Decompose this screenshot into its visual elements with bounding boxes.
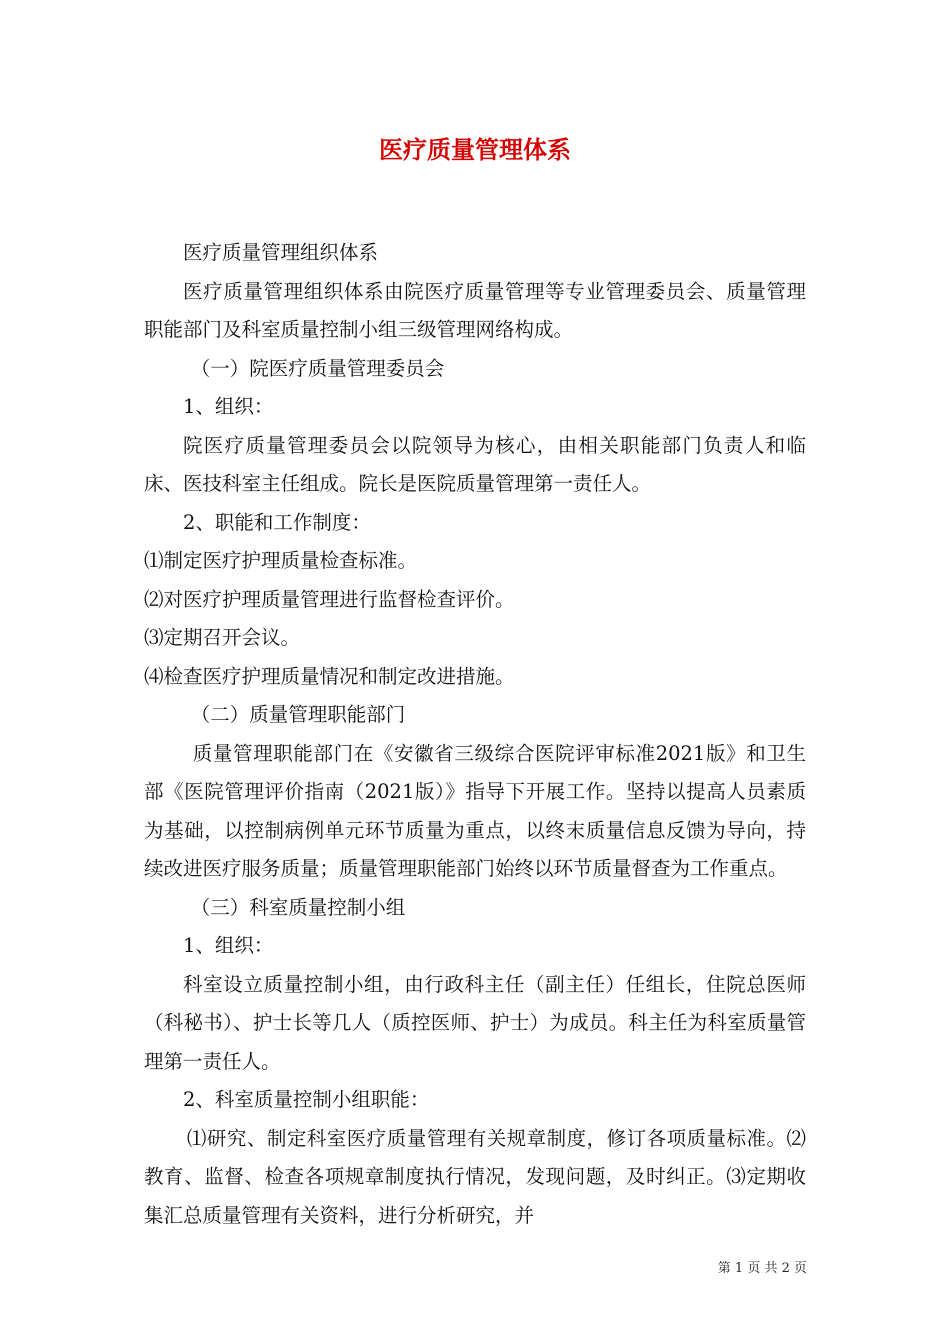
list-item: ⑶定期召开会议。 xyxy=(144,626,301,649)
paragraph: 质量管理职能部门在《安徽省三级综合医院评审标准2021版》和卫生部《医院管理评价指南（2021版）》指导下开展工作。坚持以提高人员素质为基础，以控制病例单元环节质量为重点，以终末质量信息反馈为导向，持续改进医疗服务质量；质量管理职能部门始终以环节质量督查为工作重点。 xyxy=(144,741,806,880)
list-label: 2、职能和工作制度： xyxy=(183,510,371,534)
paragraph: 科室设立质量控制小组，由行政科主任（副主任）任组长，住院总医师（科秘书）、护士长等几人（质控医师、护士）为成员。科主任为科室质量管理第一责任人。 xyxy=(144,972,806,1073)
document-body xyxy=(144,234,806,1235)
paragraph: 院医疗质量管理委员会以院领导为核心，由相关职能部门负责人和临床、医技科室主任组成。院长是医院质量管理第一责任人。 xyxy=(144,433,806,495)
paragraph: 医疗质量管理组织体系由院医疗质量管理等专业管理委员会、质量管理职能部门及科室质量控制小组三级管理网络构成。 xyxy=(144,279,806,341)
subsection-heading: （二）质量管理职能部门 xyxy=(190,703,406,726)
list-label: 1、组织： xyxy=(183,395,274,418)
list-label: 1、组织： xyxy=(183,934,274,957)
list-item: ⑷检查医疗护理质量情况和制定改进措施。 xyxy=(144,664,515,688)
page-footer: 第 1 页 共 2 页 xyxy=(717,1261,807,1276)
list-item: ⑵对医疗护理质量管理进行监督检查评价。 xyxy=(144,587,515,611)
subsection-heading: （三）科室质量控制小组 xyxy=(190,895,406,919)
paragraph: ⑴研究、制定科室医疗质量管理有关规章制度，修订各项质量标准。⑵教育、监督、检查各项规章制度执行情况，发现问题，及时纠正。⑶定期收集汇总质量管理有关资料，进行分析研究，并 xyxy=(144,1126,806,1227)
section-heading: 医疗质量管理组织体系 xyxy=(183,241,379,264)
subsection-heading: （一）院医疗质量管理委员会 xyxy=(190,356,445,380)
list-label: 2、科室质量控制小组职能： xyxy=(183,1088,430,1111)
list-item: ⑴制定医疗护理质量检查标准。 xyxy=(144,549,418,572)
page-title: 医疗质量管理体系 xyxy=(379,135,571,164)
